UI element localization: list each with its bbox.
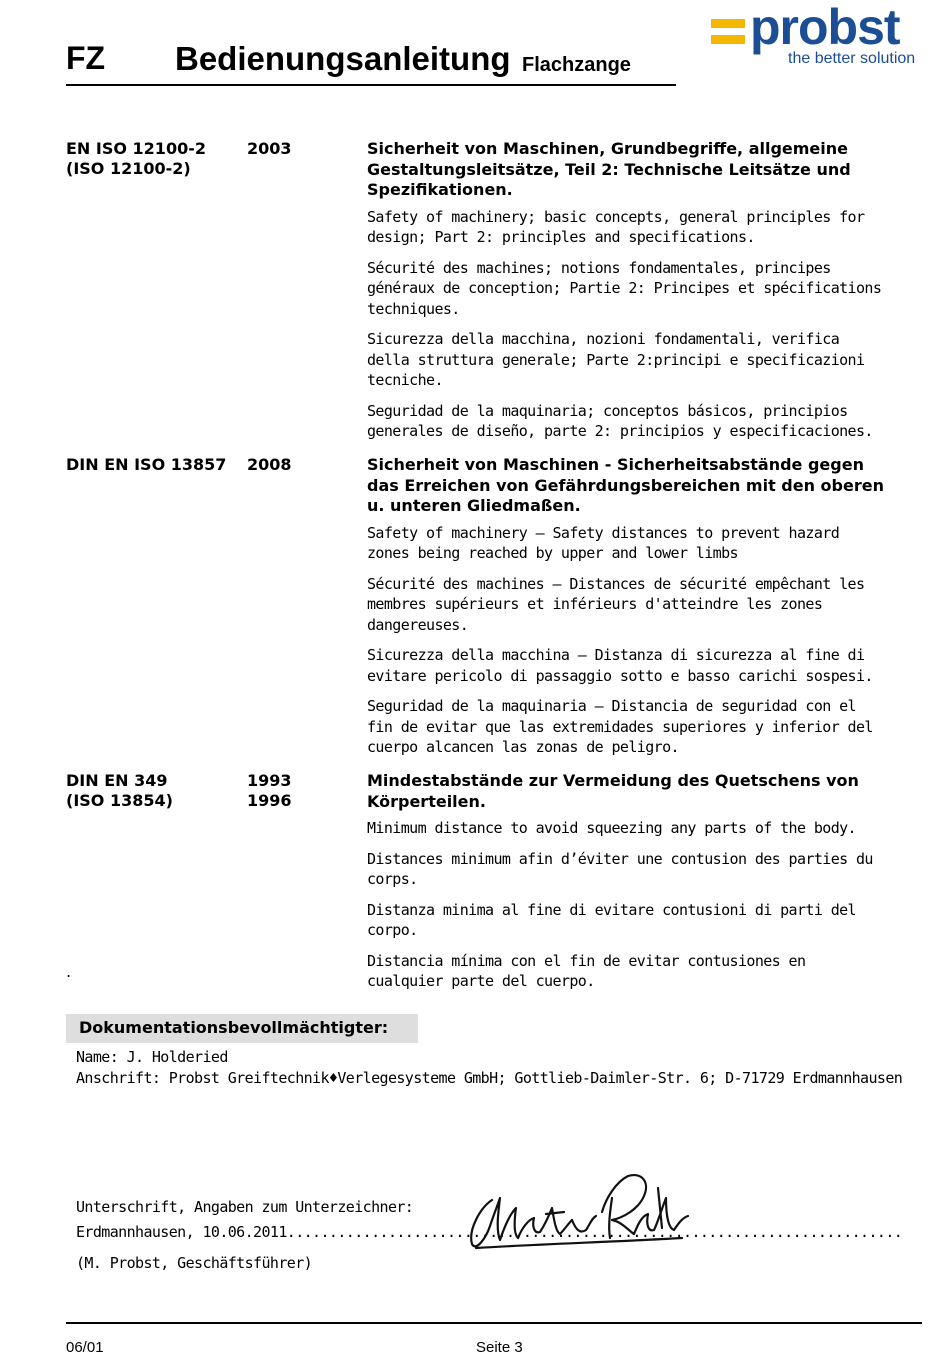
standard-code: EN ISO 12100-2 (ISO 12100-2) (66, 139, 206, 178)
handwritten-signature (462, 1168, 694, 1254)
translation-en: Minimum distance to avoid squeezing any parts of the body. (367, 819, 856, 837)
translation-fr: Sécurité des machines; notions fondamentales, principes généraux de conception; Partie 2: Principes et spécifications techniques. (367, 258, 882, 318)
standard-year: 2008 (247, 455, 292, 474)
translation-es: Seguridad de la maquinaria — Distancia de seguridad con el fin de evitar que las extremidades superiores y inferior del cuerpo alcancen las zonas de peligro. (367, 697, 873, 756)
standard-description (367, 771, 887, 1002)
standard-title: Sicherheit von Maschinen, Grundbegriffe, allgemeine Gestaltungsleitsätze, Teil 2: Technische Leitsätze und Spezifikationen. (367, 139, 851, 199)
logo-tagline: the better solution (788, 50, 916, 67)
translation-es: Distancia mínima con el fin de evitar contusiones en cualquier parte del cuerpo. (367, 951, 806, 990)
standard-title: Sicherheit von Maschinen - Sicherheitsabstände gegen das Erreichen von Gefährdungsbereichen mit den oberen u. unteren Gliedmaßen. (367, 455, 884, 515)
document-subtitle: Flachzange (522, 54, 631, 76)
representative-address: Anschrift: Probst Greiftechnik♦Verlegesysteme GmbH; Gottlieb-Daimler-Str. 6; D-71729 Erdmannhausen (76, 1069, 903, 1087)
logo-bar-bottom (711, 35, 745, 44)
translation-it: Distanza minima al fine di evitare contusioni di parti del corpo. (367, 900, 856, 939)
standard-code: DIN EN 349 (ISO 13854) (66, 771, 173, 810)
translation-it: Sicurezza della macchina, nozioni fondamentali, verifica della struttura generale; Parte 2:principi e specificazioni tecniche. (367, 330, 865, 389)
footer-page-number: Seite 3 (476, 1339, 523, 1356)
footer-revision: 06/01 (66, 1339, 104, 1356)
translation-en: Safety of machinery — Safety distances to prevent hazard zones being reached by upper and lower limbs (367, 523, 840, 562)
probst-logo (708, 0, 944, 70)
standard-description (367, 139, 887, 452)
signature-signer: (M. Probst, Geschäftsführer) (76, 1254, 313, 1272)
stray-dot: . (66, 962, 72, 981)
standard-code: DIN EN ISO 13857 (66, 455, 227, 474)
representative-name: Name: J. Holderied (76, 1048, 228, 1066)
standard-description (367, 455, 887, 768)
signature-label: Unterschrift, Angaben zum Unterzeichner: (76, 1198, 414, 1216)
logo-bar-top (711, 19, 745, 28)
footer-rule (66, 1322, 922, 1324)
document-code: FZ (66, 40, 106, 76)
signature-place-date: Erdmannhausen, 10.06.2011......................................................................... (76, 1223, 903, 1241)
translation-es: Seguridad de la maquinaria; conceptos básicos, principios generales de diseño, parte 2: principios y especificaciones. (367, 401, 873, 440)
standard-year: 2003 (247, 139, 292, 158)
logo-wordmark: probst (750, 0, 900, 55)
header-rule (66, 84, 676, 86)
document-title: Bedienungsanleitung (175, 40, 511, 77)
translation-it: Sicurezza della macchina — Distanza di sicurezza al fine di evitare pericolo di passaggio sotto e basso carichi sospesi. (367, 646, 873, 685)
standard-year: 1993 1996 (247, 771, 292, 810)
translation-fr: Sécurité des machines — Distances de sécurité empêchant les membres supérieurs et inférieurs d'atteindre les zones dangereuses. (367, 574, 865, 634)
translation-fr: Distances minimum afin d’éviter une contusion des parties du corps. (367, 849, 873, 888)
representative-heading: Dokumentationsbevollmächtigter: (79, 1018, 389, 1037)
standard-title: Mindestabstände zur Vermeidung des Quetschens von Körperteilen. (367, 771, 859, 811)
translation-en: Safety of machinery; basic concepts, general principles for design; Part 2: principles and specifications. (367, 207, 865, 246)
